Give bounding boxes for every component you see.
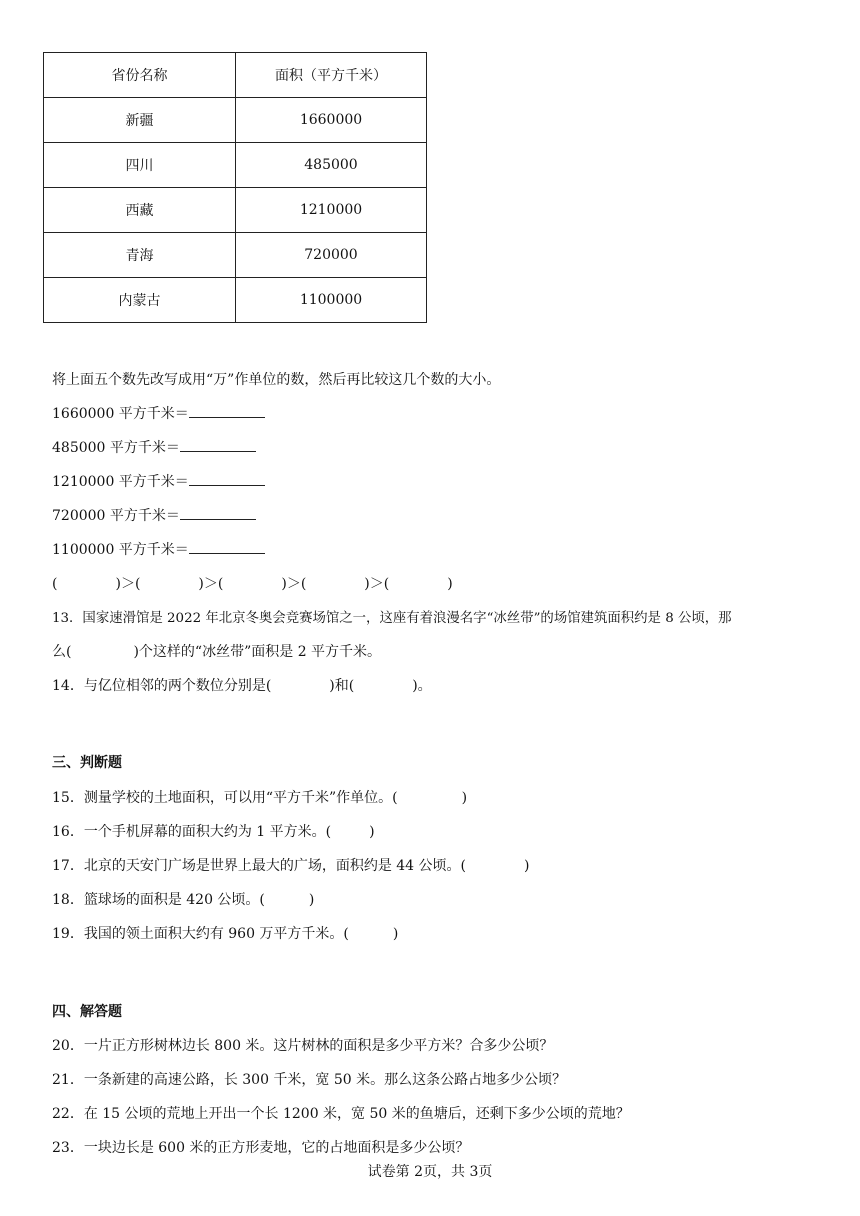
paren-close: ) bbox=[447, 576, 453, 592]
table-cell-province: 新疆 bbox=[44, 98, 236, 143]
paren-open: ( bbox=[300, 576, 307, 592]
question-14-part-a: 14．与亿位相邻的两个数位分别是( bbox=[52, 678, 272, 694]
solve-question: 23．一块边长是 600 米的正方形麦地，它的占地面积是多少公顷？ bbox=[52, 1140, 470, 1156]
paren-open: ( bbox=[52, 576, 58, 592]
judge-question bbox=[52, 821, 375, 841]
greater-than-sign: ＞ bbox=[203, 576, 218, 592]
paren-close: ) bbox=[461, 790, 468, 806]
judge-question bbox=[52, 923, 398, 943]
paren-close: ) bbox=[308, 892, 315, 908]
table-cell-province: 内蒙古 bbox=[44, 278, 236, 323]
table-header-area: 面积（平方千米） bbox=[236, 53, 427, 98]
answer-blank[interactable] bbox=[189, 539, 265, 554]
paren-open: ( bbox=[134, 576, 141, 592]
answer-blank[interactable] bbox=[180, 505, 256, 520]
question-13-line2 bbox=[52, 641, 381, 661]
table-row bbox=[44, 143, 427, 188]
judge-question-text: 15．测量学校的土地面积，可以用“平方千米”作单位。( bbox=[52, 790, 398, 806]
table-cell-area: 1100000 bbox=[236, 278, 427, 323]
paren-close: ) bbox=[524, 858, 530, 874]
table-cell-province: 西藏 bbox=[44, 188, 236, 233]
paren-close: ) bbox=[115, 576, 121, 592]
paren-close: ) bbox=[364, 576, 370, 592]
question-14-part-b: )和( bbox=[329, 678, 355, 694]
paren-close: ) bbox=[392, 926, 399, 942]
conversion-line bbox=[52, 403, 265, 423]
answer-blank[interactable] bbox=[189, 471, 265, 486]
section-heading-solve: 四、解答题 bbox=[52, 1004, 122, 1020]
table-cell-area: 1660000 bbox=[236, 98, 427, 143]
table-cell-province: 青海 bbox=[44, 233, 236, 278]
judge-question-text: 18．篮球场的面积是 420 公顷。( bbox=[52, 892, 265, 908]
solve-question: 20．一片正方形树林边长 800 米。这片树林的面积是多少平方米？合多少公顷？ bbox=[52, 1038, 554, 1054]
judge-question bbox=[52, 787, 467, 807]
table-row bbox=[44, 278, 427, 323]
judge-question-text: 19．我国的领土面积大约有 960 万平方千米。( bbox=[52, 926, 349, 942]
greater-than-sign: ＞ bbox=[369, 576, 384, 592]
table-cell-area: 1210000 bbox=[236, 188, 427, 233]
area-table bbox=[43, 52, 427, 323]
comparison-line bbox=[52, 573, 453, 593]
question-14 bbox=[52, 675, 432, 695]
question-13-part-a: 么( bbox=[52, 644, 72, 660]
table-cell-area: 485000 bbox=[236, 143, 427, 188]
instruction-text: 将上面五个数先改写成用“万”作单位的数，然后再比较这几个数的大小。 bbox=[52, 372, 501, 388]
table-row bbox=[44, 98, 427, 143]
paren-close: ) bbox=[369, 824, 375, 840]
conversion-line bbox=[52, 437, 256, 457]
solve-question: 22．在 15 公顷的荒地上开出一个长 1200 米，宽 50 米的鱼塘后，还剩下多少公顷的荒地？ bbox=[52, 1106, 630, 1122]
judge-question-text: 16．一个手机屏幕的面积大约为 1 平方米。( bbox=[52, 824, 332, 840]
paren-open: ( bbox=[383, 576, 390, 592]
table-cell-province: 四川 bbox=[44, 143, 236, 188]
question-13-part-b: )个这样的“冰丝带”面积是 2 平方千米。 bbox=[133, 644, 382, 660]
paren-close: ) bbox=[281, 576, 287, 592]
conversion-label: 1210000 平方千米＝ bbox=[52, 474, 189, 490]
table-row bbox=[44, 233, 427, 278]
paren-open: ( bbox=[217, 576, 224, 592]
answer-blank[interactable] bbox=[189, 403, 265, 418]
conversion-label: 720000 平方千米＝ bbox=[52, 508, 180, 524]
section-heading-judgement: 三、判断题 bbox=[52, 755, 122, 771]
greater-than-sign: ＞ bbox=[120, 576, 135, 592]
table-header-row bbox=[44, 53, 427, 98]
question-13-line1: 13．国家速滑馆是 2022 年北京冬奥会竞赛场馆之一，这座有着浪漫名字“冰丝带”的场馆建筑面积约是 8 公顷，那 bbox=[52, 611, 732, 626]
solve-question: 21．一条新建的高速公路，长 300 千米，宽 50 米。那么这条公路占地多少公顷？ bbox=[52, 1072, 567, 1088]
judge-question bbox=[52, 855, 529, 875]
page-footer: 试卷第 2页，共 3页 bbox=[367, 1164, 493, 1180]
answer-blank[interactable] bbox=[180, 437, 256, 452]
judge-question-text: 17．北京的天安门广场是世界上最大的广场，面积约是 44 公顷。( bbox=[52, 858, 466, 874]
table-cell-area: 720000 bbox=[236, 233, 427, 278]
paren-close: ) bbox=[198, 576, 204, 592]
table-header-province: 省份名称 bbox=[44, 53, 236, 98]
judge-question bbox=[52, 889, 314, 909]
conversion-line bbox=[52, 539, 265, 559]
question-14-part-c: )。 bbox=[412, 678, 432, 694]
conversion-label: 485000 平方千米＝ bbox=[52, 440, 180, 456]
greater-than-sign: ＞ bbox=[286, 576, 301, 592]
conversion-label: 1660000 平方千米＝ bbox=[52, 406, 189, 422]
conversion-label: 1100000 平方千米＝ bbox=[52, 542, 189, 558]
conversion-line bbox=[52, 505, 256, 525]
table-row bbox=[44, 188, 427, 233]
conversion-line bbox=[52, 471, 265, 491]
